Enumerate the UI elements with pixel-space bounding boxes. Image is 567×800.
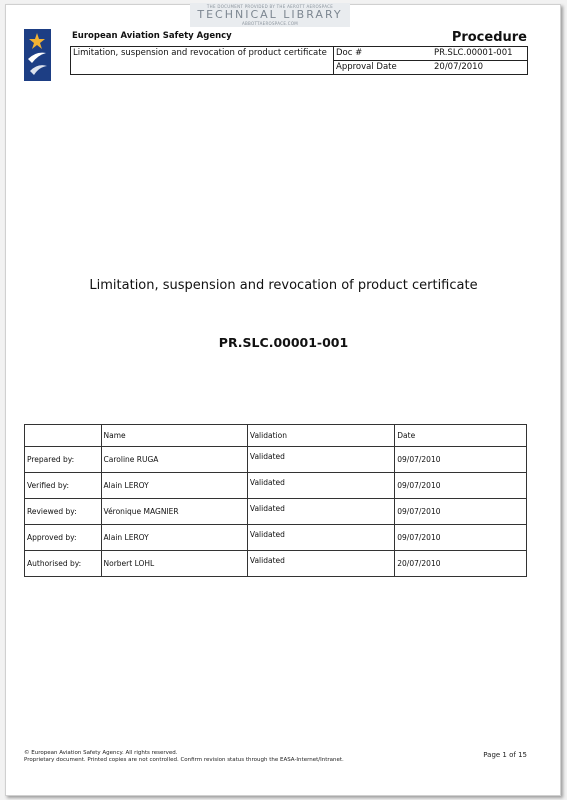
technical-library-watermark	[190, 3, 350, 27]
name-cell: Véronique MAGNIER	[101, 499, 247, 525]
validation-cell: Validated	[247, 551, 394, 577]
table-row	[25, 525, 527, 551]
doc-number-value: PR.SLC.00001-001	[432, 47, 528, 61]
header-info-table	[70, 46, 528, 75]
table-row	[25, 499, 527, 525]
table-row	[25, 473, 527, 499]
name-cell: Caroline RUGA	[101, 447, 247, 473]
approval-date-label: Approval Date	[334, 61, 433, 75]
document-code: PR.SLC.00001-001	[218, 335, 349, 350]
role-cell: Authorised by:	[25, 551, 102, 577]
validation-cell: Validated	[247, 473, 394, 499]
header-subject: Limitation, suspension and revocation of product certificate	[71, 47, 334, 75]
date-cell: 09/07/2010	[395, 447, 527, 473]
column-header-name: Name	[101, 425, 247, 447]
watermark-main-text: TECHNICAL LIBRARY	[197, 8, 343, 21]
table-header-row	[25, 425, 527, 447]
validation-cell: Validated	[247, 447, 394, 473]
document-type: Procedure	[451, 30, 527, 45]
date-cell: 20/07/2010	[395, 551, 527, 577]
validation-cell: Validated	[247, 525, 394, 551]
role-cell: Verified by:	[25, 473, 102, 499]
easa-logo-icon	[24, 29, 51, 81]
validation-cell: Validated	[247, 499, 394, 525]
column-header-validation: Validation	[247, 425, 394, 447]
date-cell: 09/07/2010	[395, 525, 527, 551]
document-page	[5, 4, 561, 796]
footer-notice	[24, 750, 344, 764]
approval-date-value: 20/07/2010	[432, 61, 528, 75]
page-number: Page 1 of 15	[483, 751, 527, 759]
table-row	[25, 447, 527, 473]
proprietary-note: Proprietary document. Printed copies are not controlled. Confirm revision status through the EASA-Internet/Intranet.	[24, 757, 344, 763]
copyright-text: © European Aviation Safety Agency. All rights reserved.	[24, 750, 178, 756]
watermark-sub-text: ABBOTTAEROSPACE.COM	[241, 21, 299, 26]
role-cell: Prepared by:	[25, 447, 102, 473]
table-row	[25, 551, 527, 577]
page-title: Limitation, suspension and revocation of product certificate	[89, 278, 478, 293]
column-header-date: Date	[395, 425, 527, 447]
role-cell: Approved by:	[25, 525, 102, 551]
agency-name: European Aviation Safety Agency	[72, 31, 232, 41]
role-cell: Reviewed by:	[25, 499, 102, 525]
name-cell: Alain LEROY	[101, 473, 247, 499]
column-header	[25, 425, 102, 447]
doc-number-label: Doc #	[334, 47, 433, 61]
name-cell: Norbert LOHL	[101, 551, 247, 577]
name-cell: Alain LEROY	[101, 525, 247, 551]
date-cell: 09/07/2010	[395, 499, 527, 525]
signature-table	[24, 424, 527, 577]
watermark-top-text: THE DOCUMENT PROVIDED BY THE AEROTT AEROSPACE	[206, 4, 334, 9]
date-cell: 09/07/2010	[395, 473, 527, 499]
